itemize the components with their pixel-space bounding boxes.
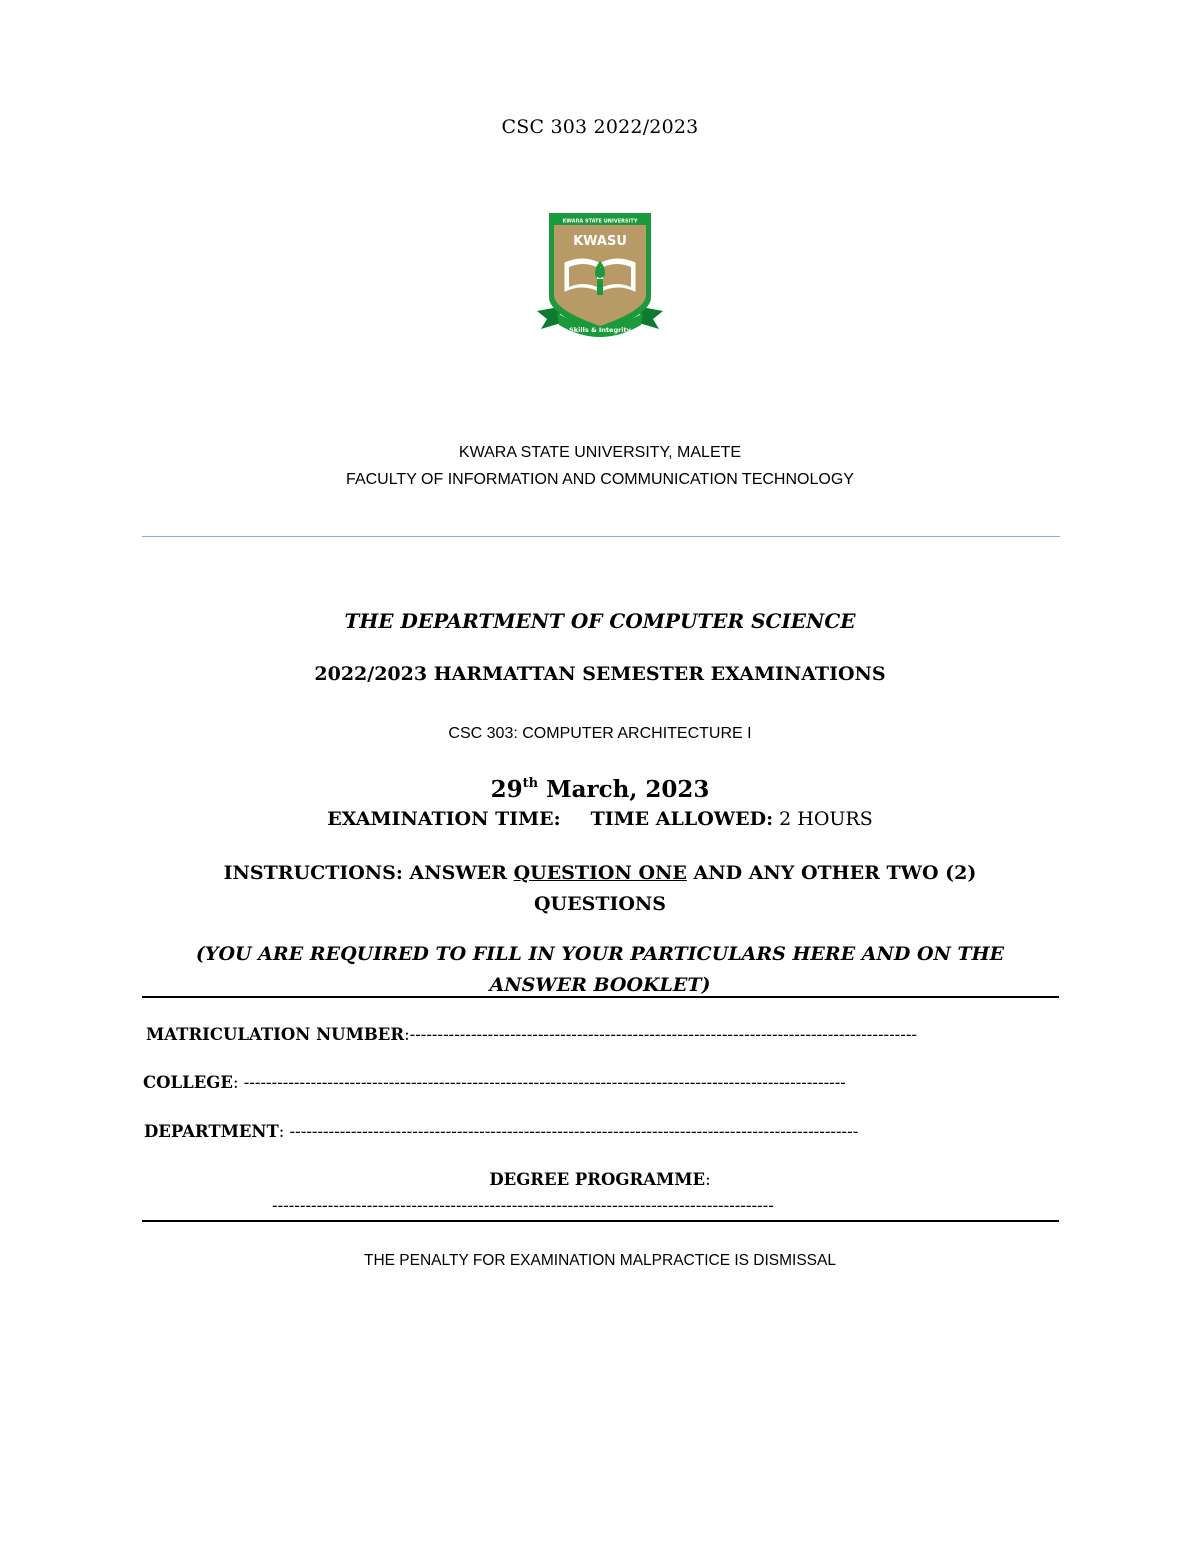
exam-date-rest: March, 2023 <box>538 776 710 803</box>
matric-number-label: MATRICULATION NUMBER <box>146 1025 405 1044</box>
college-blank[interactable]: : ------------------------------------------------------------------------------------------------------------ <box>232 1073 846 1092</box>
instructions-underlined: QUESTION ONE <box>513 862 687 884</box>
college-label: COLLEGE <box>143 1073 233 1092</box>
college-field[interactable] <box>143 1073 1053 1092</box>
degree-programme-label: DEGREE PROGRAMME <box>489 1170 706 1189</box>
university-name: KWARA STATE UNIVERSITY, MALETE <box>458 444 742 461</box>
instructions-suffix: AND ANY OTHER TWO (2) QUESTIONS <box>534 862 977 915</box>
course-title: CSC 303: COMPUTER ARCHITECTURE I <box>448 725 752 742</box>
crest-top-text: KWARA STATE UNIVERSITY <box>562 218 638 225</box>
exam-date-day: 29 <box>490 776 523 803</box>
exam-title: 2022/2023 HARMATTAN SEMESTER EXAMINATIONS <box>314 663 886 685</box>
particulars-top-rule <box>142 996 1059 998</box>
degree-programme-blank[interactable]: ------------------------------------------------------------------------------------------ <box>272 1196 774 1215</box>
particulars-note: (YOU ARE REQUIRED TO FILL IN YOUR PARTICULARS HERE AND ON THE ANSWER BOOKLET) <box>195 943 1005 996</box>
department-title: THE DEPARTMENT OF COMPUTER SCIENCE <box>344 609 856 633</box>
particulars-bottom-rule <box>142 1220 1059 1222</box>
penalty-notice: THE PENALTY FOR EXAMINATION MALPRACTICE IS DISMISSAL <box>364 1252 836 1269</box>
instructions-prefix: INSTRUCTIONS: ANSWER <box>223 862 514 884</box>
crest-acronym: KWASU <box>573 234 627 249</box>
exam-date <box>0 776 1200 803</box>
degree-programme-colon: : <box>705 1170 711 1189</box>
crest-motto: Skills & Integrity <box>569 326 631 334</box>
matric-number-field[interactable] <box>146 1025 1056 1044</box>
exam-time-label: EXAMINATION TIME: <box>327 808 561 830</box>
time-allowed-label: TIME ALLOWED: <box>590 808 774 830</box>
exam-date-suffix: th <box>522 776 539 791</box>
degree-programme-field <box>0 1170 1200 1189</box>
department-field[interactable] <box>144 1122 1054 1141</box>
time-allowed-value: 2 HOURS <box>773 808 873 830</box>
faculty-name: FACULTY OF INFORMATION AND COMMUNICATION TECHNOLOGY <box>346 471 854 488</box>
university-logo <box>537 211 663 341</box>
matric-number-blank[interactable]: :------------------------------------------------------------------------------------------- <box>404 1025 917 1044</box>
course-session-header: CSC 303 2022/2023 <box>501 116 699 138</box>
exam-time-line <box>0 808 1200 830</box>
department-label: DEPARTMENT <box>144 1122 279 1141</box>
exam-instructions <box>175 858 1025 920</box>
department-blank[interactable]: : ------------------------------------------------------------------------------------------------------ <box>278 1122 859 1141</box>
section-divider <box>142 536 1060 537</box>
kwasu-crest-icon <box>537 211 663 341</box>
